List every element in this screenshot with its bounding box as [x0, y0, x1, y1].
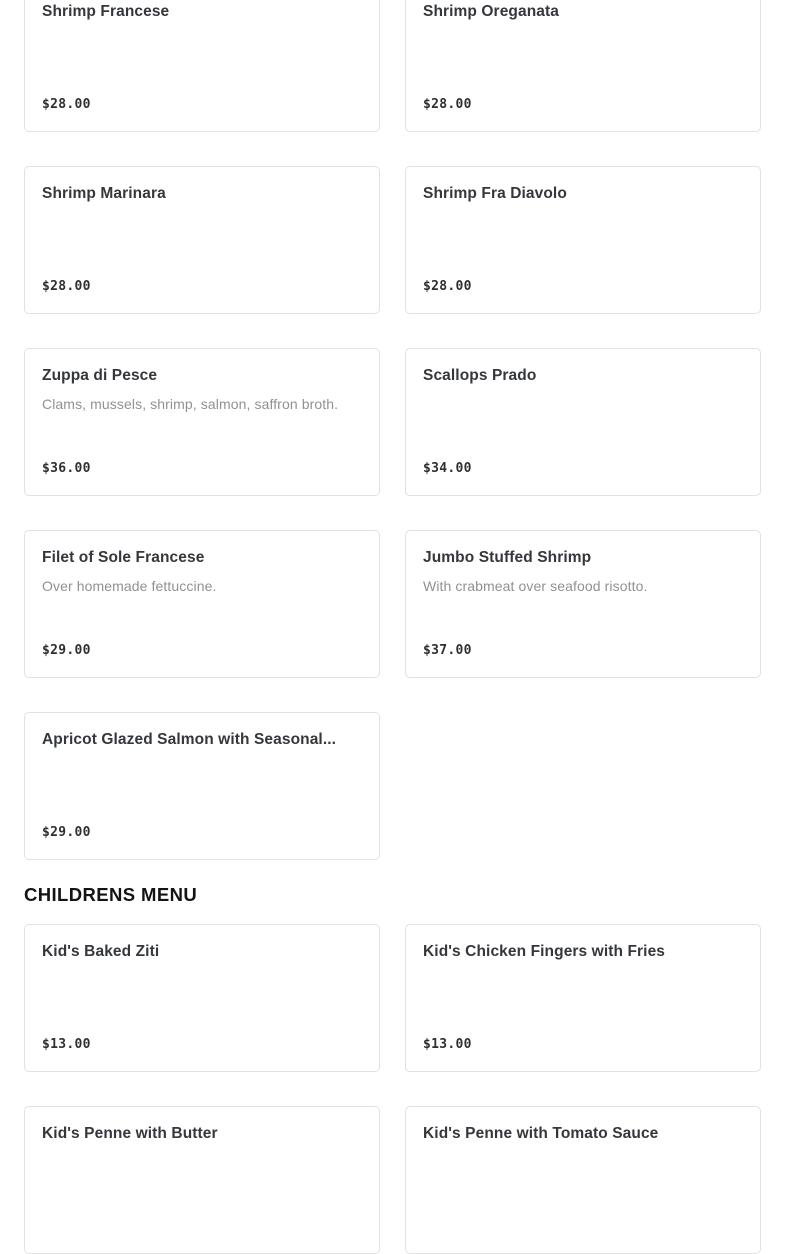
menu-item-name: Shrimp Oreganata	[423, 3, 559, 20]
menu-item-name: Zuppa di Pesce	[42, 367, 158, 384]
menu-section-entrees	[24, 0, 761, 860]
menu-item-price: $37.00	[423, 643, 472, 658]
menu-item-price: $13.00	[423, 1037, 472, 1052]
menu-item-card[interactable]	[24, 1106, 380, 1254]
menu-item-card[interactable]	[24, 166, 380, 314]
menu-item-name: Shrimp Francese	[42, 3, 170, 20]
section-heading-childrens-menu: CHILDRENS MENU	[24, 884, 198, 905]
menu-item-price: $34.00	[423, 461, 472, 476]
menu-item-card[interactable]	[405, 1106, 761, 1254]
menu-section-childrens-menu	[24, 886, 761, 1254]
menu-item-card[interactable]	[24, 530, 380, 678]
menu-item-name: Filet of Sole Francese	[42, 549, 205, 566]
menu-item-card[interactable]	[405, 348, 761, 496]
menu-item-card[interactable]	[405, 924, 761, 1072]
menu-item-price: $28.00	[423, 279, 472, 294]
menu-item-price: $13.00	[42, 1037, 91, 1052]
menu-item-description: With crabmeat over seafood risotto.	[423, 578, 648, 594]
menu-item-name: Shrimp Fra Diavolo	[423, 185, 567, 202]
menu-grid	[24, 0, 761, 860]
menu-item-card[interactable]	[24, 924, 380, 1072]
menu-item-name: Scallops Prado	[423, 367, 537, 384]
menu-item-description: Over homemade fettuccine.	[42, 578, 217, 594]
menu-item-name: Jumbo Stuffed Shrimp	[423, 549, 592, 566]
menu-item-description: Clams, mussels, shrimp, salmon, saffron broth.	[42, 396, 339, 412]
menu-item-card[interactable]	[405, 0, 761, 132]
menu-item-card[interactable]	[24, 0, 380, 132]
menu-item-name: Kid's Penne with Tomato Sauce	[423, 1125, 659, 1142]
menu-item-name: Kid's Baked Ziti	[42, 943, 160, 960]
menu-item-price: $29.00	[42, 643, 91, 658]
menu-item-card[interactable]	[24, 348, 380, 496]
menu-item-price: $28.00	[423, 97, 472, 112]
menu-item-name: Kid's Chicken Fingers with Fries	[423, 943, 666, 960]
menu-item-card[interactable]	[405, 530, 761, 678]
menu-item-name: Apricot Glazed Salmon with Seasonal...	[42, 731, 337, 748]
menu-item-card[interactable]	[24, 712, 380, 860]
menu-item-price: $36.00	[42, 461, 91, 476]
menu-item-name: Shrimp Marinara	[42, 185, 166, 202]
menu-item-name: Kid's Penne with Butter	[42, 1125, 218, 1142]
menu-item-price: $29.00	[42, 825, 91, 840]
menu-item-card[interactable]	[405, 166, 761, 314]
menu-item-price: $28.00	[42, 97, 91, 112]
menu-item-price: $28.00	[42, 279, 91, 294]
menu-grid	[24, 924, 761, 1254]
